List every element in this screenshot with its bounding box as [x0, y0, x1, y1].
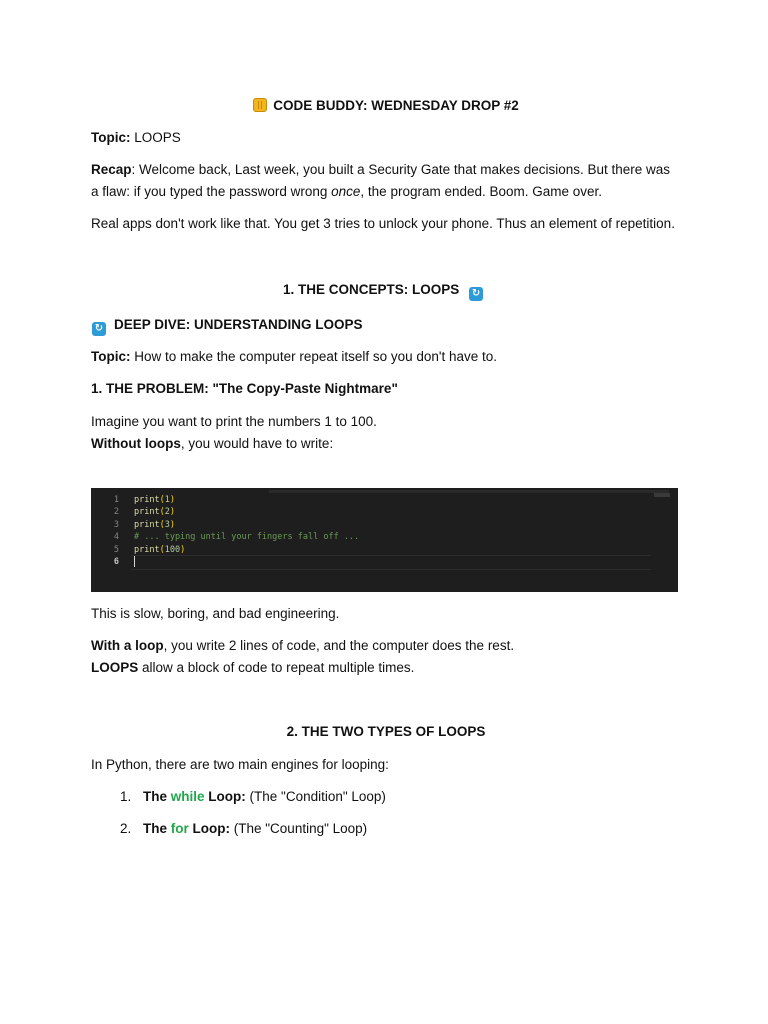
engines-line: In Python, there are two main engines for looping: [91, 757, 389, 772]
list-item: 2. The for Loop: (The "Counting" Loop) [135, 818, 681, 840]
repeat-icon: ↻ [92, 322, 106, 336]
with-loop-line: With a loop, you write 2 lines of code, and the computer does the rest. [91, 638, 515, 653]
paren: ( [159, 507, 165, 518]
line-number: 2 [113, 507, 119, 518]
paren: ) [180, 544, 186, 555]
paren: ) [169, 495, 175, 505]
recap-label: Recap [91, 162, 132, 177]
without-loops-line: Without loops, you would have to write: [91, 436, 334, 451]
repeat-icon: ↻ [469, 287, 483, 301]
code-editor [91, 488, 678, 592]
loop-types-list [91, 786, 681, 840]
problem-heading: 1. THE PROBLEM: "The Copy-Paste Nightmare" [91, 381, 398, 396]
section-1-heading: 1. THE CONCEPTS: LOOPS ↻ [91, 279, 681, 301]
function-name: print [134, 544, 160, 555]
text-cursor [134, 556, 135, 567]
document-body-continued [91, 603, 681, 840]
current-line-highlight [131, 555, 651, 570]
emphasis-once: once [331, 184, 361, 199]
code-text [134, 556, 135, 569]
while-keyword: while [170, 789, 205, 804]
function-name: print [134, 507, 160, 518]
topic-value: LOOPS [134, 130, 181, 145]
code-text [134, 494, 175, 506]
loops-definition-line: LOOPS allow a block of code to repeat multiple times. [91, 660, 415, 675]
function-name: print [134, 519, 160, 530]
topic-2-line: Topic: How to make the computer repeat itself so you don't have to. [91, 349, 498, 364]
paren: ) [169, 519, 175, 530]
number-literal: 3 [164, 519, 170, 530]
topic-label: Topic: [91, 130, 131, 145]
number-literal: 2 [164, 507, 170, 518]
code-text [134, 506, 175, 518]
imagine-line: Imagine you want to print the numbers 1 to 100. [91, 414, 377, 429]
coin-icon [253, 98, 267, 112]
line-number: 1 [113, 495, 119, 505]
line-number: 3 [113, 519, 119, 530]
for-keyword: for [170, 821, 189, 836]
page-title: CODE BUDDY: WEDNESDAY DROP #2 [91, 95, 681, 117]
line-number: 4 [113, 532, 119, 543]
code-text [134, 544, 185, 556]
code-text [134, 519, 175, 531]
paren: ( [159, 495, 165, 505]
deep-dive-heading: ↻ DEEP DIVE: UNDERSTANDING LOOPS [91, 314, 681, 336]
document-body [91, 93, 681, 455]
code-text [134, 531, 359, 543]
line-number: 5 [113, 544, 119, 555]
list-item: 1. The while Loop: (The "Condition" Loop) [135, 786, 681, 808]
number-literal: 100 [164, 544, 181, 555]
line-number: 6 [113, 556, 119, 567]
paren: ) [169, 507, 175, 518]
number-literal: 1 [164, 495, 170, 505]
intro-paragraph: Real apps don't work like that. You get 3 tries to unlock your phone. Thus an element of repetition. [91, 216, 675, 231]
editor-tab-bar [269, 490, 669, 493]
code-comment: # ... typing until your fingers fall off ... [134, 532, 360, 543]
paren: ( [159, 544, 165, 555]
recap-paragraph: Recap: Welcome back, Last week, you built a Security Gate that makes decisions. But there was a flaw: if you typed the password wrong once, the program ended. Boom. Game over. [91, 162, 671, 199]
topic-line [91, 127, 681, 149]
function-name: print [134, 495, 160, 505]
minimap-indicator [654, 493, 670, 497]
slow-line: This is slow, boring, and bad engineering. [91, 606, 340, 621]
section-2-heading: 2. THE TWO TYPES OF LOOPS [286, 724, 486, 739]
paren: ( [159, 519, 165, 530]
